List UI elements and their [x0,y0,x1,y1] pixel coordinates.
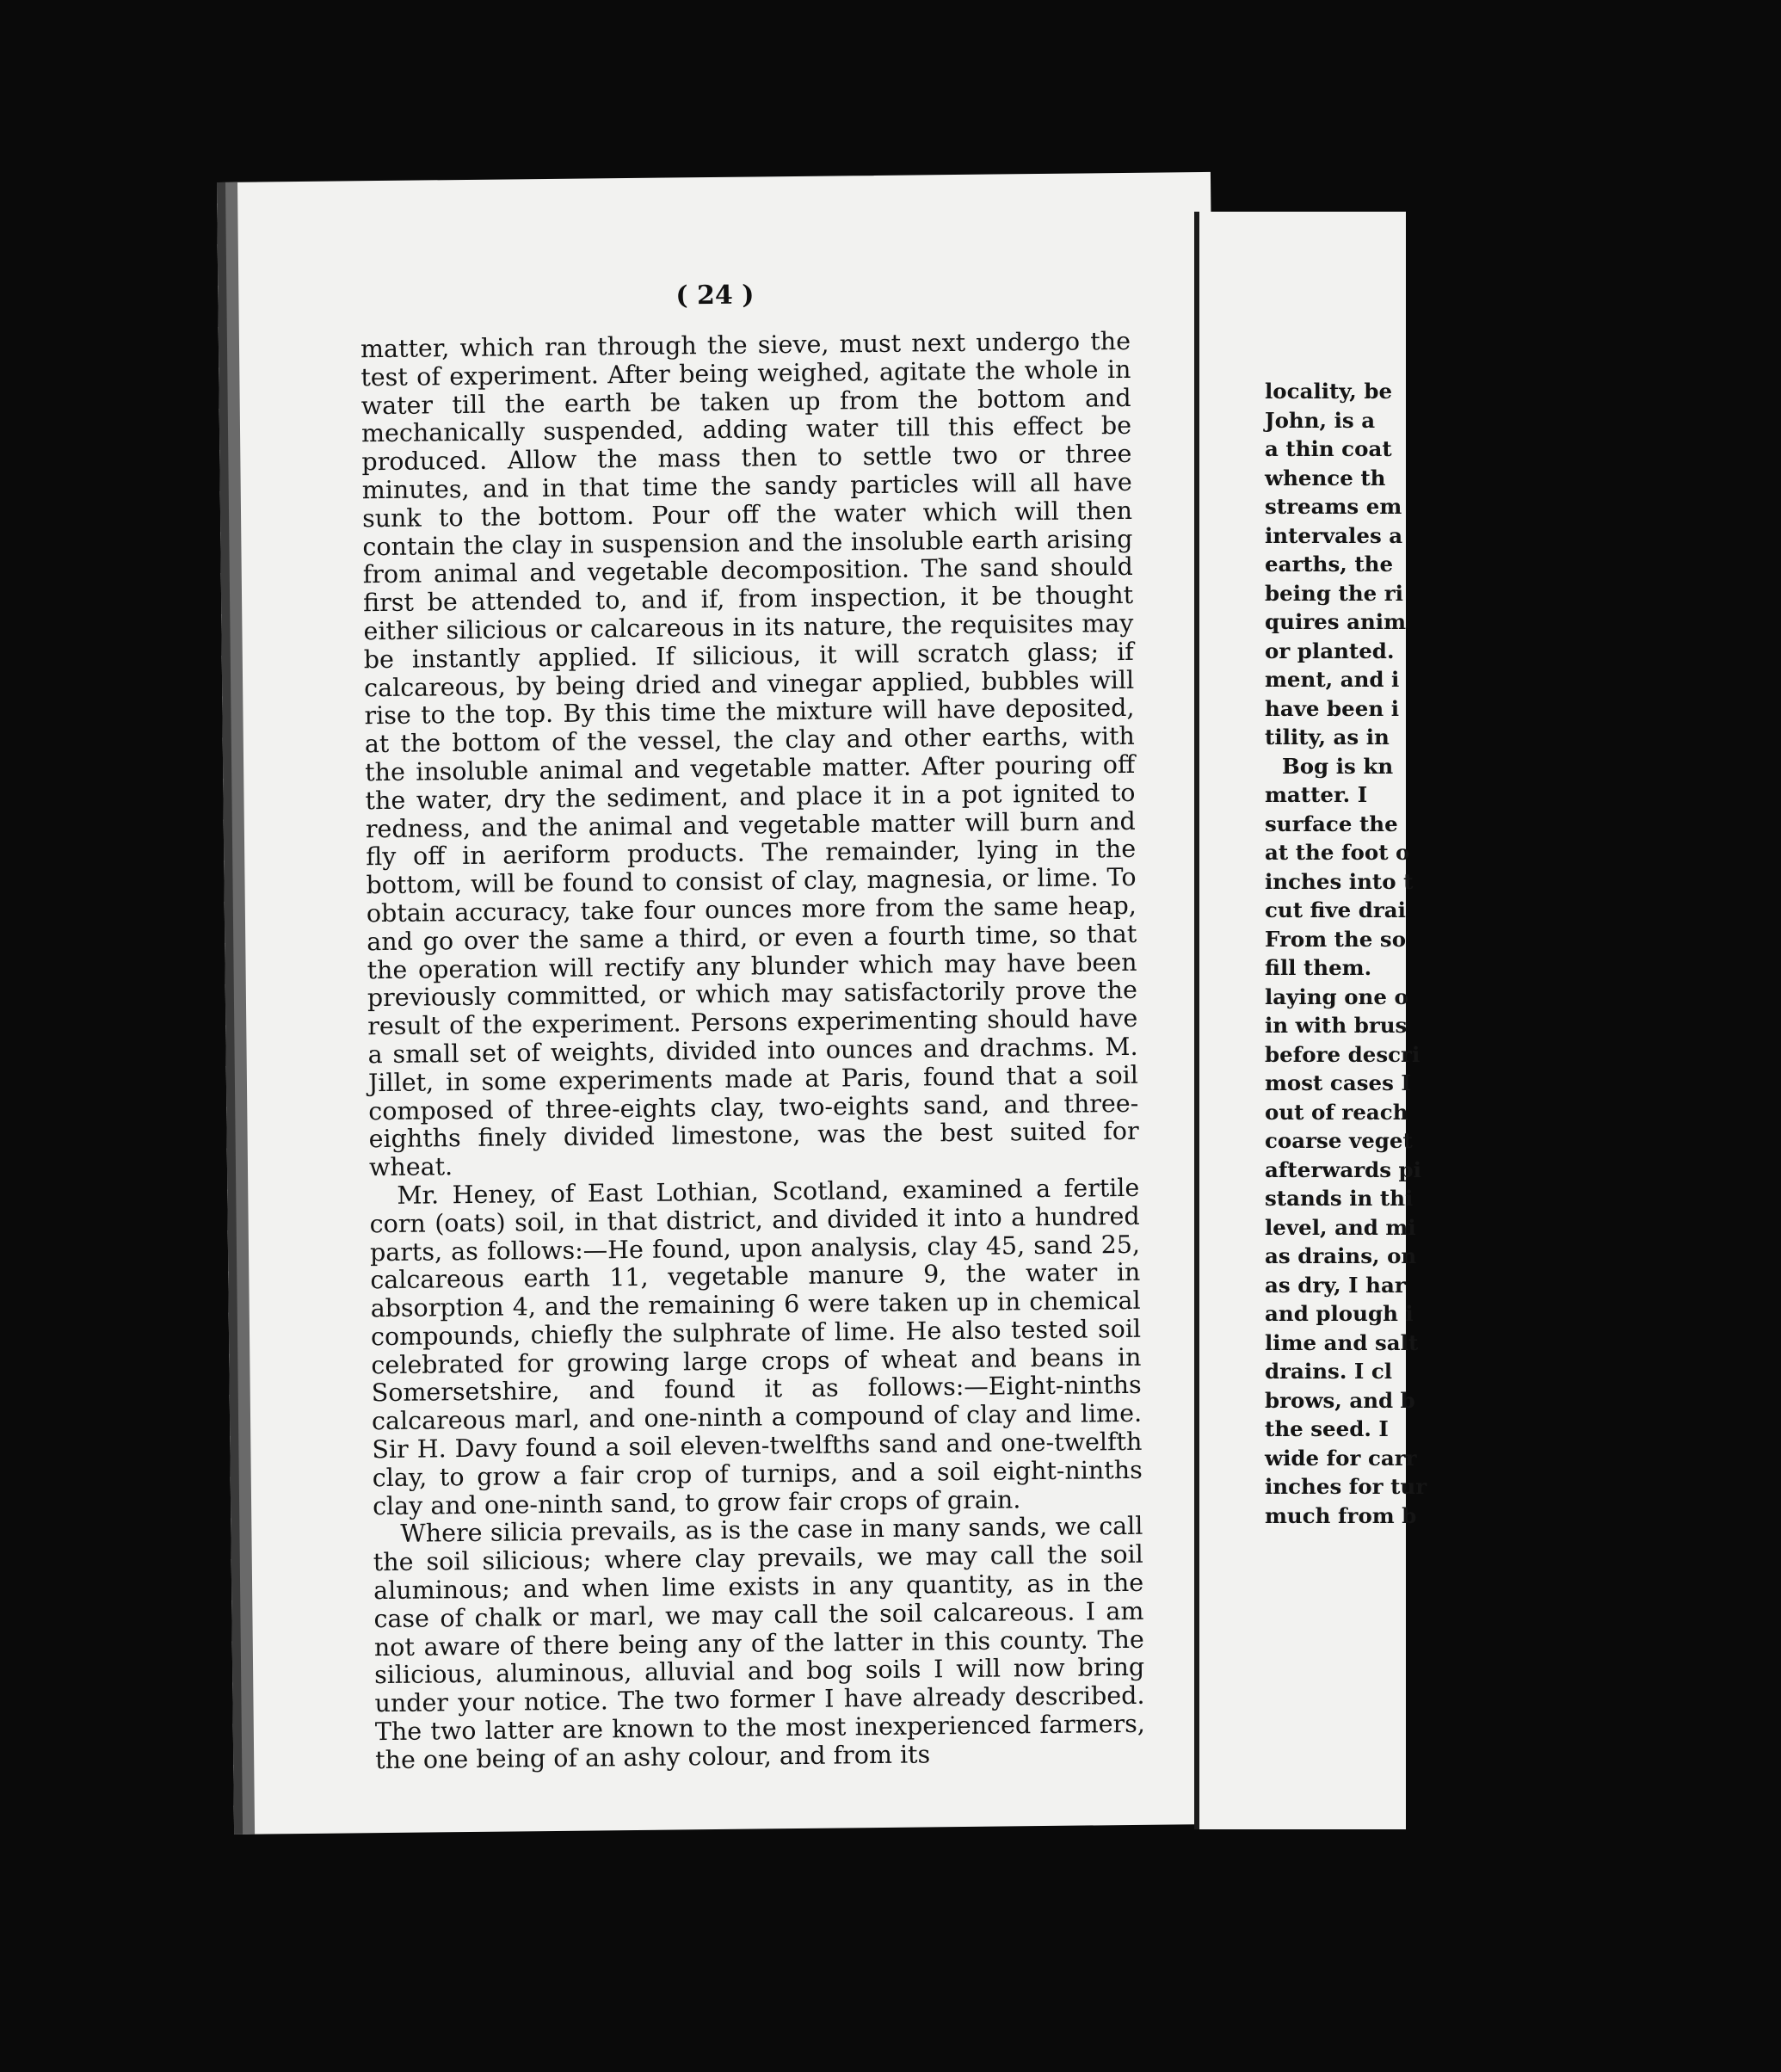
text-line: and plough i [1265,1301,1414,1326]
text-line: at the foot o [1265,840,1410,865]
text-line: Bog is kn [1282,753,1394,779]
text-line: afterwards pi [1265,1156,1421,1182]
text-line: as dry, I har [1265,1272,1406,1298]
text-line: inches into t [1265,868,1414,894]
text-line: wide for carr [1265,1445,1417,1471]
text-line: lime and salt [1265,1329,1419,1355]
text-line: cut five drai [1265,897,1406,922]
page-number: ( 24 ) [675,280,755,311]
text-line: intervales a [1265,522,1403,548]
text-line: surface the [1265,811,1398,836]
text-line: drains. I cl [1265,1359,1393,1384]
text-line: most cases I [1265,1070,1411,1095]
text-line: as drains, on [1265,1243,1417,1268]
text-line: locality, be [1265,379,1393,404]
text-line: inches for tur [1265,1474,1427,1499]
paragraph: Where silicia prevails, as is the case in many sands, we call the soil silicious; where clay prevails, we may call the soil aluminous; and when lime exists in any quantity, as in the case of chalk or marl, we may call the soil calcareous. I am not aware of there being any of the latter in this county. The silicious, aluminous, alluvial and bog soils I will now bring under your notice. The two former I have already described. The two latter are known to the most inexperienced farmers, the one being of an ashy colour, and from its [373,1512,1145,1775]
text-line: a thin coat [1265,436,1392,461]
text-line: streams em [1265,494,1402,519]
left-page-body [361,328,1145,1775]
text-line: brows, and b [1265,1387,1415,1413]
text-line: earths, the [1265,552,1394,577]
text-line: coarse veget [1265,1128,1413,1153]
text-line: From the so [1265,926,1407,952]
left-page [217,172,1228,1835]
text-line: out of reach [1265,1099,1408,1125]
text-line: quires anim [1265,609,1406,634]
text-line: fill them. [1265,955,1372,980]
text-line: stands in thi [1265,1186,1414,1211]
text-line: John, is a [1265,407,1376,433]
text-line: ment, and i [1265,667,1400,692]
text-line: the seed. I [1265,1416,1389,1441]
text-line: much from b [1265,1502,1417,1528]
text-line: in with brus [1265,1013,1408,1038]
paragraph: Mr. Heney, of East Lothian, Scotland, examined a fertile corn (oats) soil, in that district, and divided it into a hundred parts, as follows:—He found, upon analysis, clay 45, sand 25, calcareous earth 11, vegetable manure 9, the water in absorption 4, and the remaining 6 were taken up in chemical compounds, chiefly the sulphrate of lime. He also tested soil celebrated for growing large crops of wheat and beans in Somersetshire, and found it as follows:—Eight-ninths calcareous marl, and one-ninth a compound of clay and lime. Sir H. Davy found a soil eleven-twelfths sand and one-twelfth clay, to grow a fair crop of turnips, and a soil eight-ninths clay and one-ninth sand, to grow fair crops of grain. [369,1173,1143,1520]
right-page-body [1265,377,1781,1530]
text-line: level, and mi [1265,1214,1416,1240]
paragraph: matter, which ran through the sieve, must next undergo the test of experiment. After being weighed, agitate the whole in water till the earth be taken up from the bottom and mechanically suspended, adding water till this effect be produced. Allow the mass then to settle two or three minutes, and in that time the sandy particles will all have sunk to the bottom. Pour off the water which will then contain the clay in suspension and the insoluble earth arising from animal and vegetable decomposition. The sand should first be attended to, and if, from inspection, it be thought either silicious or calcareous in its nature, the requisites may be instantly applied. If silicious, it will scratch glass; if calcareous, by being dried and vinegar applied, bubbles will rise to the top. By this time the mixture will have deposited, at the bottom of the vessel, the clay and other earths, with the insoluble animal and vegetable matter. After pouring off the water, dry the sediment, and place it in a pot ignited to redness, and the animal and vegetable matter will burn and fly off in aeriform products. The remainder, lying in the bottom, will be found to consist of clay, magnesia, or lime. To obtain accuracy, take four ounces more from the same heap, and go over the same a third, or even a fourth time, so that the operation will rectify any blunder which may have been previously committed, or which may satisfactorily prove the result of the experiment. Persons experimenting should have a small set of weights, divided into ounces and drachms. M. Jillet, in some experiments made at Paris, found that a soil composed of three-eights clay, two-eights sand, and three-eighths finely divided limestone, was the best suited for wheat. [360,326,1139,1182]
text-line: before descri [1265,1041,1420,1067]
text-line: being the ri [1265,580,1403,606]
text-line: laying one o [1265,984,1408,1009]
text-line: tility, as in [1265,725,1390,749]
text-line: matter. I [1265,782,1368,807]
text-line: whence th [1265,465,1386,490]
text-line: or planted. [1265,638,1395,663]
text-line: have been i [1265,695,1399,721]
right-page [1194,212,1427,1829]
